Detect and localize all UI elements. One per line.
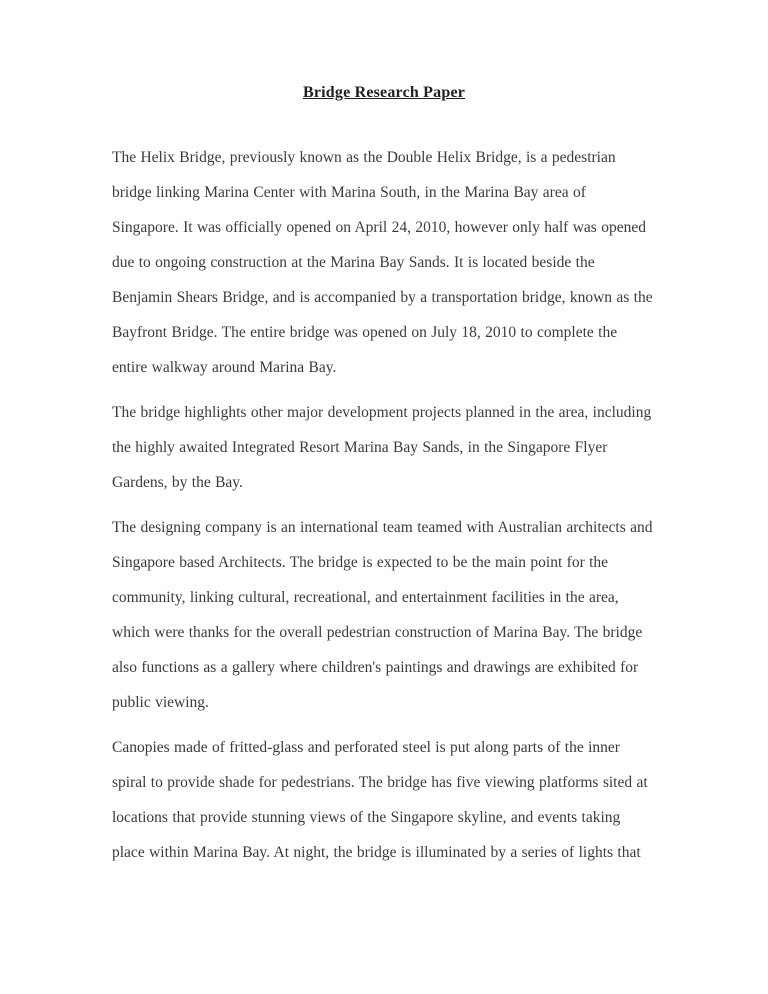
document-title: Bridge Research Paper (302, 84, 466, 101)
paragraph-intro: The Helix Bridge, previously known as the Double Helix Bridge, is a pedestrian bridge linking Marina Center with Marina South, in the Marina Bay area of Singapore. It was officially opened on April 24, 2010, however only half was opened due to ongoing construction at the Marina Bay Sands. It is located beside the Benjamin Shears Bridge, and is accompanied by a transportation bridge, known as the Bayfront Bridge. The entire bridge was opened on July 18, 2010 to complete the entire walkway around Marina Bay. (112, 149, 653, 376)
paragraph-designing-company: The designing company is an international team teamed with Australian architects and Singapore based Architects. The bridge is expected to be the main point for the community, linking cultural, recreational, and entertainment facilities in the area, which were thanks for the overall pedestrian construction of Marina Bay. The bridge also functions as a gallery where children's paintings and drawings are exhibited for public viewing. (112, 519, 653, 711)
paragraph-canopies: Canopies made of fritted-glass and perforated steel is put along parts of the inner spiral to provide shade for pedestrians. The bridge has five viewing platforms sited at locations that provide stunning views of the Singapore skyline, and events taking place within Marina Bay. At night, the bridge is illuminated by a series of lights that (112, 739, 648, 861)
paragraph-development-projects: The bridge highlights other major development projects planned in the area, including the highly awaited Integrated Resort Marina Bay Sands, in the Singapore Flyer Gardens, by the Bay. (112, 404, 652, 491)
